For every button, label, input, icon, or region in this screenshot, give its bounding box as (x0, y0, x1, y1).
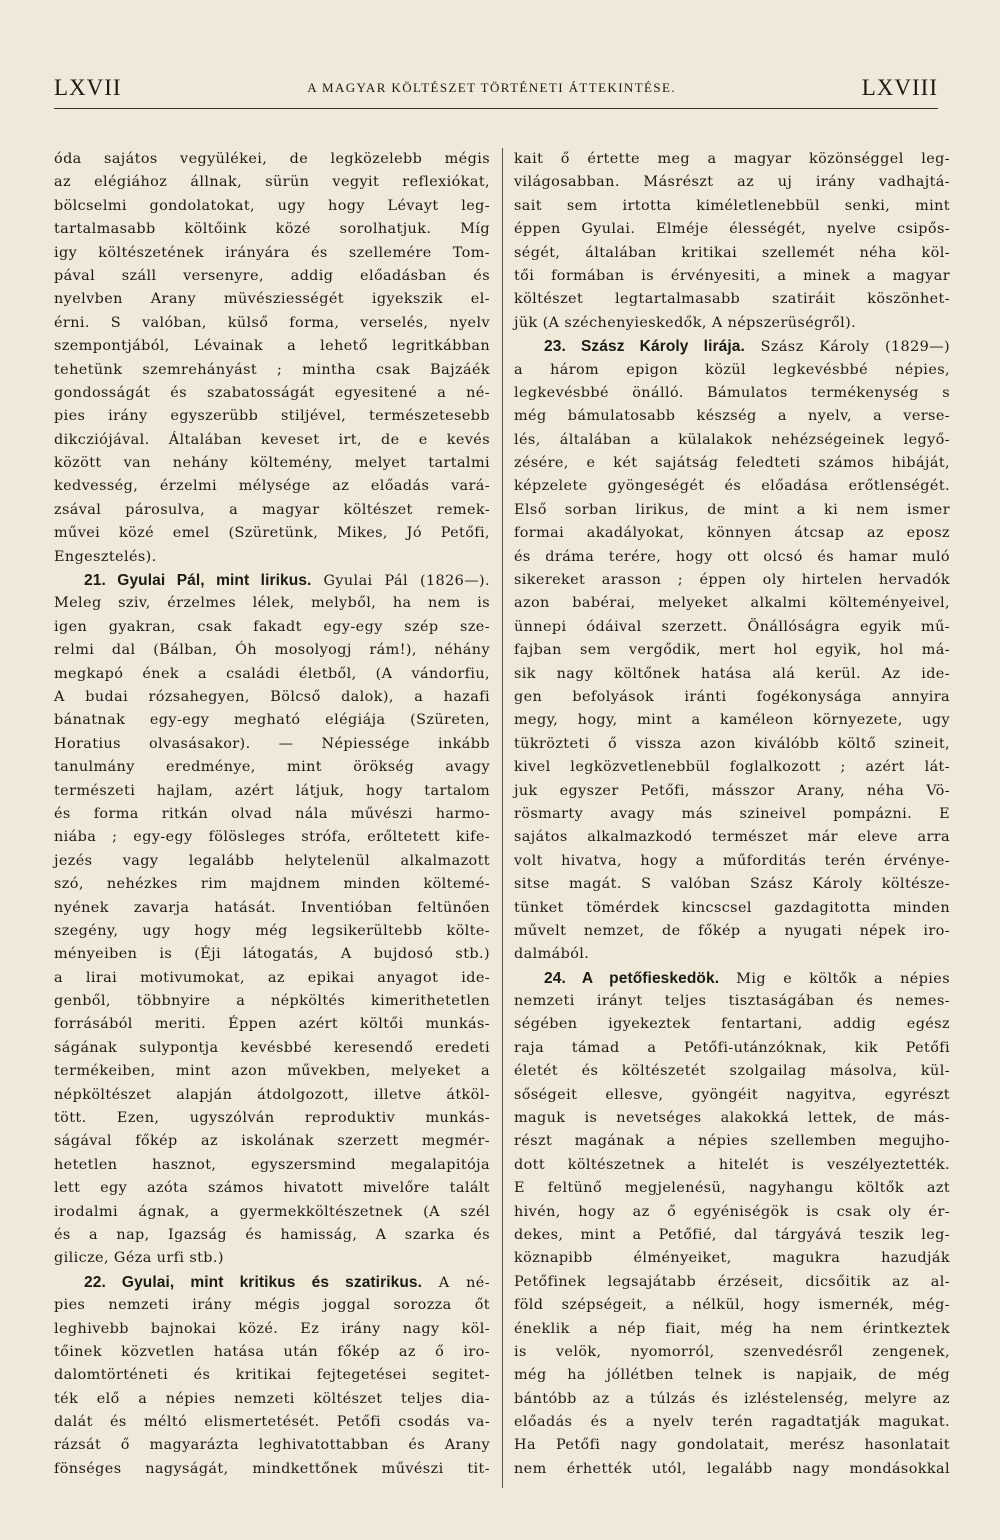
text-line: még ha jóllétben telnek is napjaik, de még (514, 1367, 950, 1384)
text-line: művei közé emel (Szüretünk, Mikes, Jó Petőfi, (54, 525, 490, 542)
text-line: relmi dal (Bálban, Óh mosolyogj rám!), néhány (54, 642, 490, 659)
text-line: ségét, általában kritikai szellemét néha köl- (514, 244, 950, 261)
text-line: hetetlen hasznot, egyszersmind megalapitója (54, 1156, 490, 1173)
section-23-text (514, 359, 950, 967)
text-line: között van nehány költemény, melyet tartalmi (54, 455, 490, 472)
text-line: természeti hajlam, azért látjuk, hogy tartalom (54, 782, 490, 799)
section-22 (54, 1271, 490, 1482)
text-line: Horatius olvasásakor). — Népiessége inkább (54, 735, 490, 752)
section-heading-line (54, 569, 490, 592)
section-21 (54, 569, 490, 1271)
text-line: és a nap, Igazság és hamisság, A szarka és (54, 1226, 490, 1243)
text-line: népköltészet alapján átdolgozott, illetve átköl- (54, 1086, 490, 1103)
text-line: óda sajátos vegyülékei, de legközelebb mégis (54, 151, 490, 167)
text-line: pies nemzeti irány mégis joggal sorozza őt (54, 1297, 490, 1314)
text-line: genből, többnyire a népköltés kimerithetetlen (54, 993, 490, 1010)
text-line: föld szépségeit, a nélkül, hogy ismernék, még- (514, 1297, 950, 1314)
text-line: az elégiához állnak, sürün vegyit reflexiókat, (54, 174, 490, 191)
text-line: azon babérai, melyeket alkalmi költeményeivel, (514, 595, 950, 612)
text-line: még bámulatosabb készség a nyelv, a verse- (514, 408, 950, 425)
text-line: köznapibb élményeiket, magukra hazudják (514, 1250, 950, 1267)
text-line: pies irány egyszerübb stiljével, természetesebb (54, 408, 490, 425)
text-line: Petőfinek legsajátabb érzéseit, dicsőitik az al- (514, 1273, 950, 1290)
text-line: leghivebb bajnokai közé. Ez irány nagy köl- (54, 1320, 490, 1337)
section-lead: Gyulai Pál (1826—). (323, 573, 490, 590)
text-line: részt magának a népies szellemben megujho- (514, 1133, 950, 1150)
text-line: előadás és a nyelv terén ragadtatják magukat. (514, 1414, 950, 1431)
text-line: formai akadályokat, könnyen átcsap az eposz (514, 525, 950, 542)
text-line: zsával párosulva, a magyar költészet remek- (54, 501, 490, 518)
text-line: ségében igyekeztek fentartani, addig egész (514, 1016, 950, 1033)
text-line: nem érhették utól, legalább nagy mondásokkal (514, 1460, 950, 1477)
text-line: és forma ritkán olvad nála művészi harmo- (54, 805, 490, 822)
section-22-text (54, 1294, 490, 1481)
text-line: fajban sem vergődik, mert hol egyik, hol má- (514, 642, 950, 659)
text-line: ték elő a népies nemzeti költészet teljes dia- (54, 1390, 490, 1407)
text-line: sik nagy költőnek hatása alá kerül. Az ide- (514, 665, 950, 682)
text-line: a lirai motivumokat, az epikai anyagot ide- (54, 969, 490, 986)
text-line: művelt nemzet, de főkép a nyugati népek iro- (514, 922, 950, 939)
left-column (54, 148, 490, 1481)
text-line: bántóbb az a túlzás és izléstelenség, melyre az (514, 1390, 950, 1407)
text-line: Engesztelés). (54, 548, 157, 565)
page-number-right: LXVIII (861, 75, 938, 100)
text-line: nyelvben Arany müvésziességét igyekszik el- (54, 291, 490, 308)
text-line: kedvesség, érzelmi mélysége az előadás vará- (54, 478, 490, 495)
section-heading: 21. Gyulai Pál, mint lirikus. (84, 572, 312, 590)
text-line: is velök, nyomorról, szenvedésről zengenek, (514, 1343, 950, 1360)
text-line: rösmarty avagy más szineivel pompázni. E (514, 805, 950, 822)
text-line: legkevésbbé önálló. Bámulatos termékenység s (514, 384, 950, 401)
section-heading-line (54, 1271, 490, 1294)
text-line: szegény, ugy hogy még legsikerültebb költe- (54, 922, 490, 939)
page-number-left: LXVII (54, 75, 122, 100)
text-line: Meleg sziv, érzelmes lélek, melyből, ha nem is (54, 595, 490, 612)
text-line: bölcselmi gondolatokat, ugy hogy Lévayt leg- (54, 197, 490, 214)
text-line: kivel legközvetlenebbül foglalkozott ; azért lát- (514, 759, 950, 776)
text-line: igen gyakran, csak fakadt egy-egy szép sze- (54, 618, 490, 635)
text-line: tünket tömérdek kincscsel gazdagitotta minden (514, 899, 950, 916)
text-line: Ha Petőfi nagy gondolatait, merész hasonlatait (514, 1437, 950, 1454)
text-line: igy költészetének irányára és szellemére Tom- (54, 244, 490, 261)
left-intro-text (54, 148, 490, 569)
text-line: sikereket arasson ; éppen oly hirtelen hervadók (514, 572, 950, 589)
text-line: nemzeti irányt teljes tisztaságában és nemes- (514, 993, 950, 1010)
text-line: lés, általában a külalakok nehézségeinek legyő- (514, 431, 950, 448)
text-line: volt hivatva, hogy a műforditás terén érvénye- (514, 852, 950, 869)
text-line: lett egy azóta számos hivatott mivelőre talált (54, 1180, 490, 1197)
section-24-text (514, 990, 950, 1481)
text-line: dalát és méltó elismertetését. Petőfi csodás va- (54, 1414, 490, 1431)
text-line: tői formában is érvényesiti, a minek a magyar (514, 267, 950, 284)
text-line: megy, hogy, mint a kaméleon környezete, ugy (514, 712, 950, 729)
text-line: éneklik a nép fiait, még ha nem érintkeztek (514, 1320, 950, 1337)
text-line: E feltünő megjelenésü, nagyhangu költők azt (514, 1180, 950, 1197)
section-lead: Szász Károly (1829—) (760, 339, 950, 356)
text-line: termékeiben, mint azon művekben, melyeket a (54, 1063, 490, 1080)
text-line: tükrözteti ő vissza azon kiválóbb költő szineit, (514, 735, 950, 752)
text-line: ságával főkép az iskolának szerzett megmér- (54, 1133, 490, 1150)
right-intro-text (514, 148, 950, 335)
section-24 (514, 967, 950, 1482)
text-line: tartalmasabb költőink közé sorolhatjuk. Míg (54, 221, 490, 238)
text-line: szó, nehézkes rim majdnem minden költemé- (54, 876, 490, 893)
text-line: tőinek közvetlen hatása után főkép az ő iro- (54, 1343, 490, 1360)
text-line: gen befolyások iránti fogékonysága annyira (514, 688, 950, 705)
text-line: megkapó ének a családi életből, (A vándorfiu, (54, 665, 490, 682)
text-line: jezés vagy legalább helytelenül alkalmazott (54, 852, 490, 869)
text-line: fönséges nagyságát, mindkettőnek művészi tit- (54, 1460, 490, 1477)
text-line: költészet legtartalmasabb szatiráit köszönhet- (514, 291, 950, 308)
text-line: és dráma terére, hogy ott olcsó és hamar muló (514, 548, 950, 565)
running-title: A MAGYAR KÖLTÉSZET TÖRTÉNETI ÁTTEKINTÉSE. (307, 80, 677, 95)
text-line: dalmából. (514, 946, 590, 963)
text-line: tehetünk szemrehányást ; mintha csak Bajzáék (54, 361, 490, 378)
text-line: irodalmi ágnak, a gyermekköltészetnek (A szél (54, 1203, 490, 1220)
column-divider (502, 148, 503, 1488)
text-line: bánatnak egy-egy megható elégiája (Szüreten, (54, 712, 490, 729)
text-line: jük (A széchenyieskedők, A népszerüségről). (514, 314, 857, 331)
section-heading: 24. A petőfieskedök. (544, 969, 720, 987)
text-line: dott költészetnek a hitelét is veszélyeztették. (514, 1156, 950, 1173)
text-line: életét és költészetét szolgailag másolva, kül- (514, 1063, 950, 1080)
text-line: ményeiben is (Éji látogatás, A bujdosó stb.) (54, 946, 490, 963)
text-line: sitse magát. S valóban Szász Károly költésze- (514, 876, 950, 893)
section-heading: 22. Gyulai, mint kritikus és szatirikus. (84, 1273, 423, 1291)
section-heading: 23. Szász Károly lirája. (544, 338, 745, 356)
text-line: Első sorban lirikus, de mint a ki nem ismer (514, 501, 950, 518)
text-line: ünnepi ódáival szerzett. Önállóságra egyik mű- (514, 618, 950, 635)
text-line: éppen Gyulai. Elméje élességét, nyelve csipős- (514, 221, 950, 238)
text-line: sajátos alkalmazkodó természet már eleve arra (514, 829, 950, 846)
section-heading-line (514, 967, 950, 990)
text-line: kait ő értette meg a magyar közönséggel leg- (514, 151, 950, 167)
text-line: világosabban. Másrészt az uj irány vadhajtá- (514, 174, 950, 191)
right-column (514, 148, 950, 1481)
section-21-text (54, 592, 490, 1270)
text-line: maguk is nevetséges alakokká lettek, de más- (514, 1110, 950, 1127)
text-line: tött. Ezen, ugyszólván reproduktiv munkás- (54, 1110, 490, 1127)
text-line: tanulmány eredménye, mint örökség avagy (54, 759, 490, 776)
text-line: raja támad a Petőfi-utánzóknak, kik Petőfi (514, 1039, 950, 1056)
text-line: szempontjából, Lévainak a lehető legritkábban (54, 338, 490, 355)
text-line: juk egyszer Petőfi, másszor Arany, néha Vö- (514, 782, 950, 799)
text-line: gondosságát és szabatosságát egyesitené a né- (54, 384, 490, 401)
section-lead: A né- (438, 1274, 490, 1291)
text-line: dikcziójával. Általában keveset irt, de e kevés (54, 431, 490, 448)
text-line: hivén, hogy az ő egyéniségök is csak oly ér- (514, 1203, 950, 1220)
page-header (54, 68, 938, 109)
text-line: zésére, e két sajátság feledteti számos hibáját, (514, 455, 950, 472)
text-line: sait sem irtotta kiméletlenebbül senki, mint (514, 197, 950, 214)
text-line: képzelete gyöngeségét és előadása erőtlenségét. (514, 478, 950, 495)
text-line: dalomtörténeti és kritikai fejtegetései segitet- (54, 1367, 490, 1384)
text-line: nyének zavarja hatását. Inventióban feltünően (54, 899, 490, 916)
text-line: dekes, mint a Petőfié, dal tárgyává teszik leg- (514, 1226, 950, 1243)
text-line: A budai rózsahegyen, Bölcső dalok), a hazafi (54, 688, 490, 705)
text-line: a három epigon közül legkevésbbé népies, (514, 361, 950, 378)
text-line: érni. S valóban, külső forma, verselés, nyelv (54, 314, 490, 331)
text-line: niába ; egy-egy fölösleges strófa, erőltetett kife- (54, 829, 490, 846)
text-line: sőségeit ellesve, gyöngéit nagyitva, egyrészt (514, 1086, 950, 1103)
text-line: pával száll versenyre, addig előadásban és (54, 267, 490, 284)
section-lead: Mig e költők a népies (736, 970, 951, 987)
section-heading-line (514, 335, 950, 358)
text-line: gilicze, Géza urfi stb.) (54, 1250, 224, 1267)
section-23 (514, 335, 950, 967)
text-line: forrásából meriti. Éppen azért költői munkás- (54, 1016, 490, 1033)
text-line: rázsát ő magyarázta leghivatottabban és Arany (54, 1437, 490, 1454)
text-line: ságának sulypontja kevésbbé keresendő eredeti (54, 1039, 490, 1056)
